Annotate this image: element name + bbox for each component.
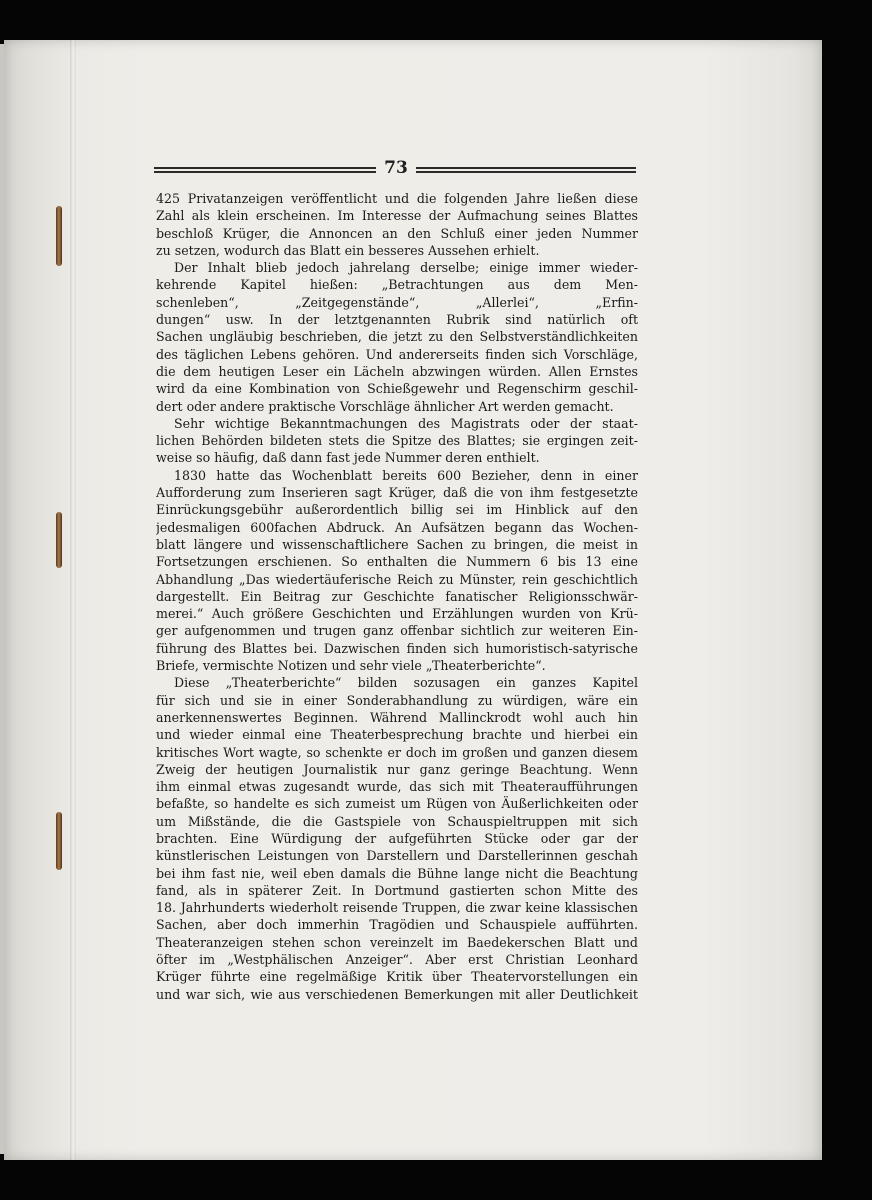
text-line: dert oder andere praktische Vorschläge ähnlicher Art werden gemacht.: [156, 398, 614, 414]
text-line: dargestellt. Ein Beitrag zur Geschichte fanatischer Religionsschwär-: [156, 588, 638, 604]
text-line: jedesmaligen 600fachen Abdruck. An Aufsätzen begann das Wochen-: [156, 519, 638, 535]
text-line: Sehr wichtige Bekanntmachungen des Magistrats oder der staat-: [174, 415, 638, 431]
text-line: des täglichen Lebens gehören. Und andererseits finden sich Vorschläge,: [156, 346, 638, 362]
text-line: blatt längere und wissenschaftlichere Sachen zu bringen, die meist in: [156, 536, 638, 552]
binding-staple-top: [56, 206, 62, 266]
text-line: Fortsetzungen erschienen. So enthalten die Nummern 6 bis 13 eine: [156, 554, 638, 570]
text-line: Sachen, aber doch immerhin Tragödien und Schauspiele aufführten.: [156, 917, 638, 933]
text-line: Der Inhalt blieb jedoch jahrelang derselbe; einige immer wieder-: [174, 260, 638, 276]
page-header: [154, 158, 636, 184]
text-line: Abhandlung „Das wiedertäuferische Reich zu Münster, rein geschichtlich: [156, 571, 638, 587]
text-line: und wieder einmal eine Theaterbesprechung brachte und hierbei ein: [156, 727, 638, 743]
header-rule-left: [154, 167, 376, 173]
text-line: Diese „Theaterberichte“ bilden sozusagen ein ganzes Kapitel: [174, 675, 638, 691]
binding-staple-bottom: [56, 812, 62, 870]
body-text: [156, 190, 638, 1003]
text-line: und war sich, wie aus verschiedenen Bemerkungen mit aller Deutlichkeit: [156, 986, 638, 1002]
text-line: anerkennenswertes Beginnen. Während Mallinckrodt wohl auch hin: [156, 709, 638, 725]
text-line: bei ihm fast nie, weil eben damals die Bühne lange nicht die Beachtung: [156, 865, 638, 881]
text-line: führung des Blattes bei. Dazwischen finden sich humoristisch-satyrische: [156, 640, 638, 656]
text-line: 18. Jahrhunderts wiederholt reisende Truppen, die zwar keine klassischen: [156, 900, 638, 916]
text-line: 1830 hatte das Wochenblatt bereits 600 Bezieher, denn in einer: [174, 467, 638, 483]
page-fold: [70, 40, 76, 1160]
text-line: befaßte, so handelte es sich zumeist um Rügen von Äußerlichkeiten oder: [156, 796, 638, 812]
text-line: Zweig der heutigen Journalistik nur ganz geringe Beachtung. Wenn: [156, 761, 638, 777]
text-line: Krüger führte eine regelmäßige Kritik über Theatervorstellungen ein: [156, 969, 638, 985]
text-line: 425 Privatanzeigen veröffentlicht und die folgenden Jahre ließen diese: [156, 191, 638, 206]
text-line: Zahl als klein erscheinen. Im Interesse der Aufmachung seines Blattes: [156, 208, 638, 224]
text-line: ihm einmal etwas zugesandt wurde, das sich mit Theateraufführungen: [156, 779, 638, 795]
text-line: dungen“ usw. In der letztgenannten Rubrik sind natürlich oft: [156, 312, 638, 328]
header-rule-right: [416, 167, 636, 173]
text-line: brachten. Eine Würdigung der aufgeführten Stücke oder gar der: [156, 830, 638, 846]
text-line: zu setzen, wodurch das Blatt ein besseres Aussehen erhielt.: [156, 242, 540, 258]
text-line: Briefe, vermischte Notizen und sehr viele „Theaterberichte“.: [156, 658, 546, 674]
page-number: 73: [384, 158, 408, 178]
text-line: fand, als in späterer Zeit. In Dortmund gastierten schon Mitte des: [156, 882, 638, 898]
text-line: kehrende Kapitel hießen: „Betrachtungen aus dem Men-: [156, 277, 638, 293]
text-line: merei.“ Auch größere Geschichten und Erzählungen wurden von Krü-: [156, 606, 638, 622]
text-line: Sachen ungläubig beschrieben, die jetzt zu den Selbstverständlichkeiten: [156, 329, 638, 345]
text-line: um Mißstände, die die Gastspiele von Schauspieltruppen mit sich: [156, 813, 638, 829]
text-line: wird da eine Kombination von Schießgewehr und Regenschirm geschil-: [156, 381, 638, 397]
text-line: Aufforderung zum Inserieren sagt Krüger, daß die von ihm festgesetzte: [156, 485, 638, 501]
text-line: beschloß Krüger, die Annoncen an den Schluß einer jeden Nummer: [156, 225, 638, 241]
text-line: die dem heutigen Leser ein Lächeln abzwingen würden. Allen Ernstes: [156, 363, 638, 379]
text-line: künstlerischen Leistungen von Darstellern und Darstellerinnen geschah: [156, 848, 638, 864]
text-line: lichen Behörden bildeten stets die Spitze des Blattes; sie ergingen zeit-: [156, 433, 638, 449]
text-line: ger aufgenommen und trugen ganz offenbar sichtlich zur weiteren Ein-: [156, 623, 638, 639]
text-line: für sich und sie in einer Sonderabhandlung zu würdigen, wäre ein: [156, 692, 638, 708]
text-line: Einrückungsgebühr außerordentlich billig sei im Hinblick auf den: [156, 502, 638, 518]
text-line: weise so häufig, daß dann fast jede Nummer deren enthielt.: [156, 450, 540, 466]
text-line: schenleben“, „Zeitgegenstände“, „Allerlei“, „Erfin-: [156, 294, 638, 310]
text-line: Theateranzeigen stehen schon vereinzelt im Baedekerschen Blatt und: [156, 934, 638, 950]
text-line: kritisches Wort wagte, so schenkte er doch im großen und ganzen diesem: [156, 744, 638, 760]
binding-staple-middle: [56, 512, 62, 568]
text-line: öfter im „Westphälischen Anzeiger“. Aber erst Christian Leonhard: [156, 952, 638, 968]
